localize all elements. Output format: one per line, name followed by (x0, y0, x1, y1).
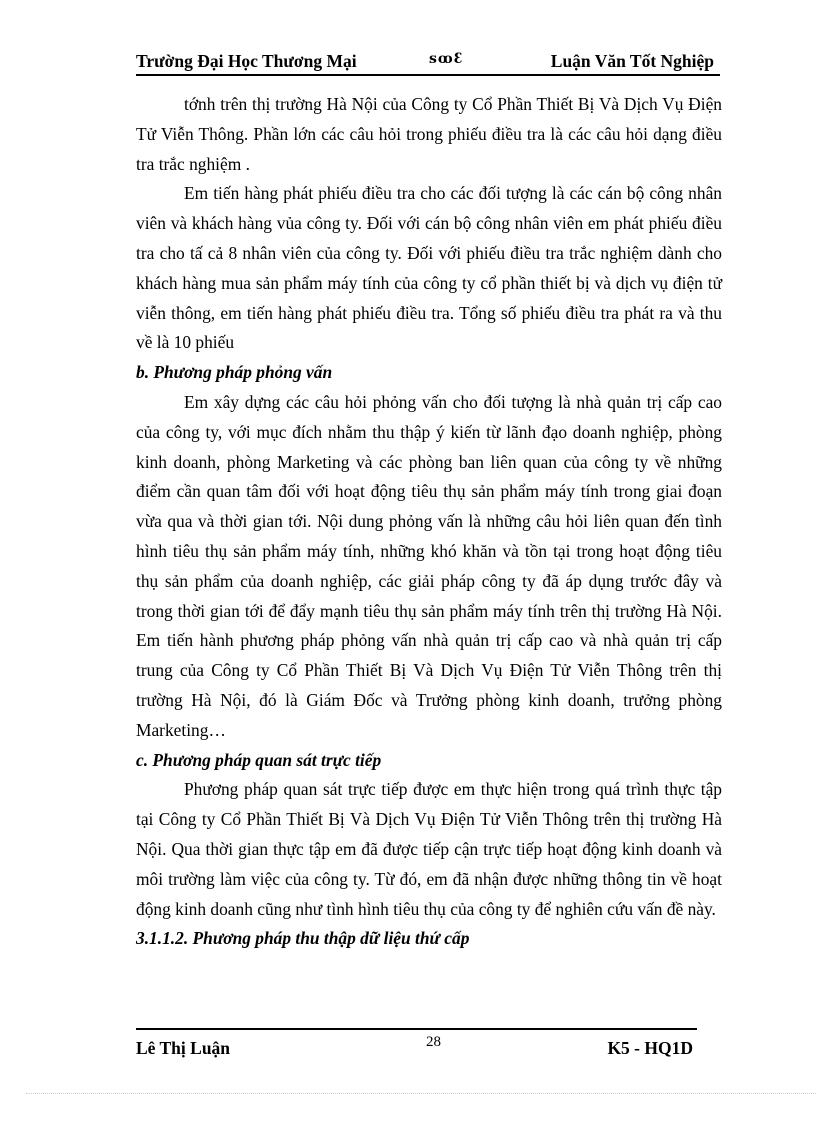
header-ornament: ꜱꝏꜫ (429, 52, 464, 67)
paragraph-observation-method: Phương pháp quan sát trực tiếp được em thực hiện trong quá trình thực tập tại Công ty Cổ Phần Thiết Bị Và Dịch Vụ Điện Tử Viễn Thông trên thị trường Hà Nội. Qua thời gian thực tập em đã được tiếp cận trực tiếp hoạt động kinh doanh và môi trường làm việc của công ty. Từ đó, em đã nhận được những thông tin về hoạt động kinh doanh cũng như tình hình tiêu thụ của công ty để nghiên cứu vấn đề này. (136, 779, 722, 919)
heading-observation-method: c. Phương pháp quan sát trực tiếp (136, 749, 382, 770)
header-document-type: Luận Văn Tốt Nghiệp (550, 51, 714, 71)
footer-class-code: K5 - HQ1D (607, 1038, 693, 1058)
footer-author: Lê Thị Luận (136, 1038, 231, 1058)
page-header (136, 46, 720, 76)
page-number: 28 (426, 1034, 441, 1050)
paragraph-survey-intro: tớnh trên thị trường Hà Nội của Công ty Cổ Phần Thiết Bị Và Dịch Vụ Điện Tử Viễn Thông. Phần lớn các câu hỏi trong phiếu điều tra là các câu hỏi dạng điều tra trắc nghiệm . (136, 94, 722, 174)
heading-secondary-data: 3.1.1.2. Phương pháp thu thập dữ liệu thứ cấp (136, 928, 470, 949)
header-university: Trường Đại Học Thương Mại (136, 51, 357, 71)
document-body (136, 90, 722, 954)
page-edge-divider (26, 1093, 816, 1094)
paragraph-interview-method: Em xây dựng các câu hỏi phỏng vấn cho đối tượng là nhà quản trị cấp cao của công ty, với mục đích nhằm thu thập ý kiến từ lãnh đạo doanh nghiệp, phòng kinh doanh, phòng Marketing và các phòng ban liên quan của công ty về những điểm cần quan tâm đối với hoạt động tiêu thụ sản phẩm máy tính trong giai đoạn vừa qua và thời gian tới. Nội dung phỏng vấn là những câu hỏi liên quan đến tình hình tiêu thụ sản phẩm máy tính, những khó khăn và tồn tại trong hoạt động tiêu thụ sản phẩm của doanh nghiệp, các giải pháp công ty đã áp dụng trước đây và trong thời gian tới để đẩy mạnh tiêu thụ sản phẩm máy tính trên thị trường Hà Nội. Em tiến hành phương pháp phỏng vấn nhà quản trị cấp cao và nhà quản trị cấp trung của Công ty Cổ Phần Thiết Bị Và Dịch Vụ Điện Tử Viễn Thông trên thị trường Hà Nội, đó là Giám Đốc và Trưởng phòng kinh doanh, trưởng phòng Marketing… (136, 391, 722, 740)
paragraph-survey-distribution: Em tiến hàng phát phiếu điều tra cho các đối tượng là các cán bộ công nhân viên và khách hàng vủa công ty. Đối với cán bộ công nhân viên em phát phiếu điều tra cho tấ cả 8 nhân viên của công ty. Đối với phiếu điều tra trắc nghiệm dành cho khách hàng mua sản phẩm máy tính của công ty cổ phần thiết bị và dịch vụ điện tử viễn thông, em tiến hàng phát phiếu điều tra. Tổng số phiếu điều tra phát ra và thu về là 10 phiếu (136, 183, 722, 353)
heading-interview-method: b. Phương pháp phỏng vấn (136, 362, 333, 383)
page-footer (136, 1028, 697, 1064)
